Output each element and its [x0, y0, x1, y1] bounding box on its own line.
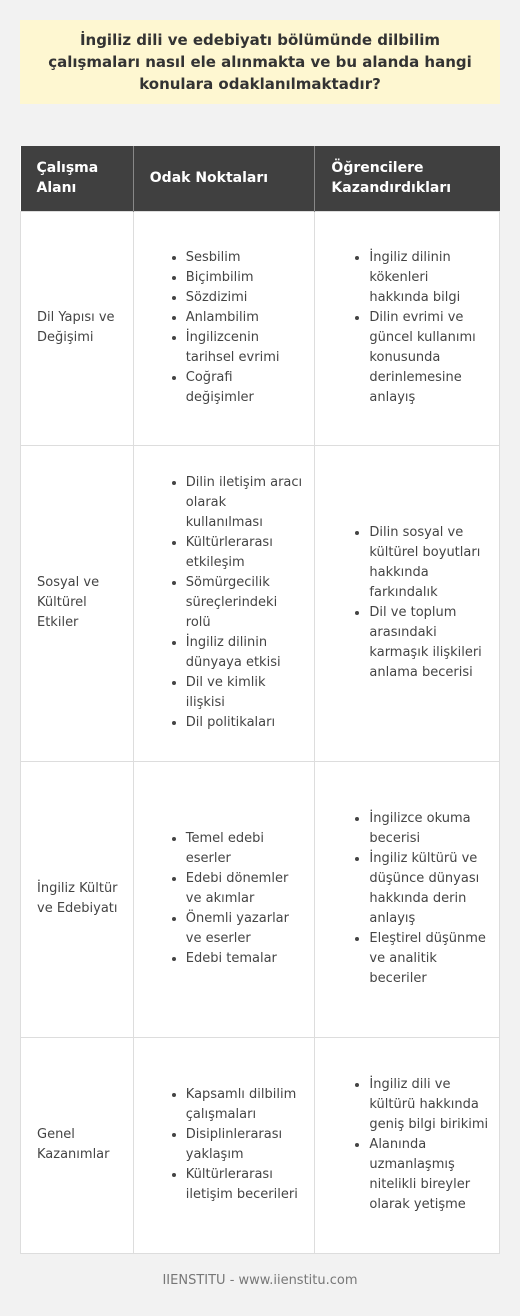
gains-cell [315, 761, 500, 1037]
site-footer [0, 1273, 520, 1288]
list-item: • Dilin iletişim aracı olarak kullanılması [186, 473, 305, 533]
list-item: • Disiplinlerarası yaklaşım [186, 1125, 305, 1165]
gains-list [331, 809, 489, 989]
table-row [21, 761, 500, 1037]
list-item: • Sesbilim [186, 248, 305, 268]
table-row [21, 1037, 500, 1253]
gains-cell [315, 1037, 500, 1253]
gains-cell [315, 211, 500, 445]
area-cell: Sosyal ve Kültürel Etkiler [21, 445, 134, 761]
list-item: • Kültürlerarası etkileşim [186, 533, 305, 573]
table-row [21, 445, 500, 761]
list-item: • İngilizcenin tarihsel evrimi [186, 328, 305, 368]
area-cell: İngiliz Kültür ve Edebiyatı [21, 761, 134, 1037]
list-item: • Dilin evrimi ve güncel kullanımı konusunda derinlemesine anlayış [369, 308, 489, 408]
list-item: • Biçimbilim [186, 268, 305, 288]
list-item: • Sözdizimi [186, 288, 305, 308]
list-item: • Eleştirel düşünme ve analitik beceriler [369, 929, 489, 989]
list-item: • İngiliz kültürü ve düşünce dünyası hakkında derin anlayış [369, 849, 489, 929]
list-item: • Alanında uzmanlaşmış nitelikli bireyler olarak yetişme [369, 1135, 489, 1215]
focus-cell [133, 445, 315, 761]
header-focus: Odak Noktaları [133, 146, 315, 211]
table-row [21, 211, 500, 445]
list-item: • Edebi temalar [186, 949, 305, 969]
list-item: • Temel edebi eserler [186, 829, 305, 869]
focus-list [150, 473, 305, 733]
footer-link[interactable]: IIENSTITU - www.iienstitu.com [162, 1273, 358, 1288]
list-item: • Dil politikaları [186, 713, 305, 733]
study-areas-table [20, 146, 500, 1254]
list-item: • Dil ve toplum arasındaki karmaşık ilişkileri anlama becerisi [369, 603, 489, 683]
list-item: • İngiliz dilinin dünyaya etkisi [186, 633, 305, 673]
header-area: Çalışma Alanı [21, 146, 134, 211]
list-item: • Önemli yazarlar ve eserler [186, 909, 305, 949]
list-item: • Kapsamlı dilbilim çalışmaları [186, 1085, 305, 1125]
table-header-row [21, 146, 500, 211]
question-banner [20, 20, 500, 104]
list-item: • Dil ve kimlik ilişkisi [186, 673, 305, 713]
list-item: • İngiliz dilinin kökenleri hakkında bilgi [369, 248, 489, 308]
list-item: • Edebi dönemler ve akımlar [186, 869, 305, 909]
list-item: • İngiliz dili ve kültürü hakkında geniş bilgi birikimi [369, 1075, 489, 1135]
gains-list [331, 1075, 489, 1215]
focus-list [150, 248, 305, 408]
question-text: İngiliz dili ve edebiyatı bölümünde dilbilim çalışmaları nasıl ele alınmakta ve bu alanda hangi konulara odaklanılmaktadır? [48, 31, 472, 93]
focus-list [150, 829, 305, 969]
list-item: • Kültürlerarası iletişim becerileri [186, 1165, 305, 1205]
focus-cell [133, 1037, 315, 1253]
focus-cell [133, 761, 315, 1037]
list-item: • Anlambilim [186, 308, 305, 328]
focus-cell [133, 211, 315, 445]
gains-cell [315, 445, 500, 761]
gains-list [331, 523, 489, 683]
area-cell: Dil Yapısı ve Değişimi [21, 211, 134, 445]
list-item: • İngilizce okuma becerisi [369, 809, 489, 849]
header-gains: Öğrencilere Kazandırdıkları [315, 146, 500, 211]
focus-list [150, 1085, 305, 1205]
area-cell: Genel Kazanımlar [21, 1037, 134, 1253]
list-item: • Coğrafi değişimler [186, 368, 305, 408]
list-item: • Dilin sosyal ve kültürel boyutları hakkında farkındalık [369, 523, 489, 603]
gains-list [331, 248, 489, 408]
list-item: • Sömürgecilik süreçlerindeki rolü [186, 573, 305, 633]
